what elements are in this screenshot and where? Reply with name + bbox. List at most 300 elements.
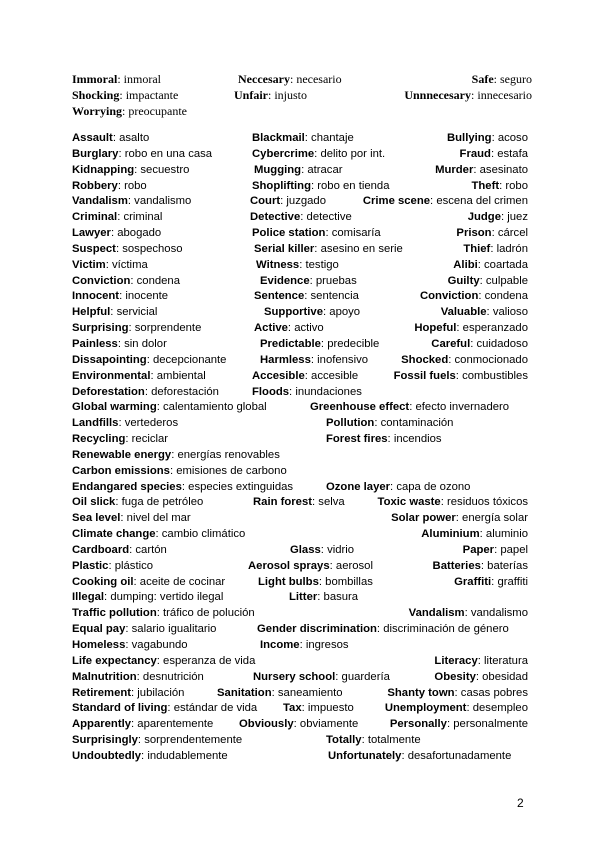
entry-separator: :	[125, 623, 132, 636]
vocab-row	[72, 226, 528, 242]
vocab-entry	[72, 163, 189, 179]
vocab-entry	[257, 622, 509, 638]
vocab-row	[72, 242, 528, 258]
vocab-entry	[441, 305, 528, 321]
entry-separator: :	[464, 607, 471, 620]
entry-term: Landfills	[72, 417, 119, 430]
vocab-row	[72, 274, 528, 290]
vocab-entry	[72, 686, 184, 702]
entry-separator: :	[446, 718, 454, 731]
entry-separator: :	[289, 385, 296, 398]
vocab-entry	[447, 131, 528, 147]
entry-term: Surprisingly	[72, 734, 138, 747]
entry-separator: :	[478, 290, 485, 303]
entry-separator: :	[299, 258, 306, 271]
entry-translation: vandalismo	[470, 607, 528, 620]
entry-translation: dumping: vertido ilegal	[110, 591, 224, 604]
vocab-entry	[72, 321, 201, 337]
entry-separator: :	[317, 591, 324, 604]
entry-translation: cuidadoso	[476, 337, 528, 350]
entry-separator: :	[280, 195, 287, 208]
vocab-row	[72, 559, 528, 575]
entry-term: Kidnapping	[72, 163, 135, 176]
vocab-entry	[252, 179, 390, 195]
entry-separator: :	[287, 322, 295, 335]
entry-translation: necesario	[296, 72, 342, 86]
entry-separator: :	[323, 306, 330, 319]
entry-translation: comisaría	[331, 227, 381, 240]
entry-separator: :	[304, 132, 312, 144]
entry-translation: combustibles	[462, 369, 528, 382]
entry-separator: :	[117, 179, 125, 192]
entry-translation: innecesario	[477, 88, 532, 102]
entry-translation: testigo	[305, 258, 339, 271]
entry-translation: vertederos	[124, 417, 179, 430]
vocab-entry	[421, 527, 528, 543]
entry-separator: :	[480, 559, 488, 572]
entry-term: Suspect	[72, 242, 116, 255]
vocab-entry	[258, 575, 373, 591]
adjectives-section	[72, 71, 532, 119]
entry-separator: :	[150, 369, 157, 382]
entry-separator: :	[401, 749, 408, 762]
entry-translation: inmoral	[123, 72, 161, 86]
entry-term: Toxic waste	[377, 496, 441, 509]
vocab-entry	[72, 258, 148, 274]
vocab-row	[72, 733, 528, 749]
entry-term: Shanty town	[387, 686, 455, 699]
entry-translation: ambiental	[156, 369, 206, 382]
entry-term: Supportive	[264, 306, 323, 319]
entry-separator: :	[129, 543, 136, 556]
entry-separator: :	[119, 290, 126, 303]
vocab-entry	[72, 654, 255, 670]
entry-translation: estándar de vida	[173, 702, 258, 715]
vocab-entry	[363, 194, 528, 210]
entry-term: Criminal	[72, 211, 118, 224]
vocab-row	[72, 210, 528, 226]
entry-translation: aerosol	[335, 559, 373, 572]
entry-translation: indudablemente	[147, 749, 228, 762]
vocab-entry	[72, 622, 216, 638]
vocab-row	[72, 131, 528, 147]
entry-translation: asesino en serie	[320, 242, 403, 255]
vocab-entry	[72, 638, 188, 654]
entry-term: Personally	[389, 718, 447, 731]
entry-term: Careful	[431, 337, 471, 350]
vocab-entry	[391, 511, 528, 527]
entry-separator: :	[491, 132, 498, 144]
vocab-entry	[72, 733, 242, 749]
entry-separator: :	[471, 88, 478, 102]
vocab-entry	[250, 210, 352, 226]
vocab-entry	[404, 87, 532, 103]
entry-term: Apparently	[72, 718, 132, 731]
entry-translation: especies extinguidas	[188, 480, 294, 493]
entry-translation: bombillas	[325, 575, 373, 588]
entry-translation: chantaje	[311, 132, 354, 144]
vocab-entry	[252, 131, 354, 147]
vocab-entry	[254, 321, 324, 337]
vocab-entry	[72, 210, 162, 226]
entry-translation: condena	[136, 274, 181, 287]
entry-term: Unnnecesary	[404, 88, 472, 102]
entry-term: Plastic	[72, 559, 109, 572]
entry-separator: :	[301, 702, 308, 715]
entry-translation: saneamiento	[277, 686, 343, 699]
entry-translation: capa de ozono	[396, 480, 471, 493]
entry-term: Retirement	[72, 686, 132, 699]
entry-term: Literacy	[434, 654, 478, 667]
vocab-entry	[326, 733, 421, 749]
entry-separator: :	[134, 163, 141, 176]
entry-separator: :	[325, 227, 332, 240]
vocab-row	[72, 258, 528, 274]
entry-separator: :	[477, 654, 485, 667]
vocab-row	[72, 717, 528, 733]
vocab-entry	[385, 701, 528, 717]
vocab-entry	[289, 590, 358, 606]
vocab-entry	[72, 179, 147, 195]
entry-separator: :	[475, 670, 483, 683]
vocab-entry	[253, 495, 345, 511]
entry-translation: desafortunadamente	[407, 749, 512, 762]
entry-translation: calentamiento global	[163, 401, 267, 414]
entry-term: Lawyer	[72, 227, 111, 240]
entry-separator: :	[490, 242, 497, 255]
entry-separator: :	[314, 147, 321, 160]
vocab-entry	[72, 103, 187, 119]
adjective-row	[72, 103, 532, 119]
entry-translation: accesible	[311, 369, 359, 382]
vocab-row	[72, 305, 528, 321]
entry-separator: :	[104, 591, 111, 604]
entry-translation: preocupante	[128, 104, 187, 118]
vocab-entry	[72, 527, 245, 543]
vocab-entry	[253, 670, 390, 686]
entry-term: Witness	[256, 258, 300, 271]
entry-translation: delito por int.	[320, 147, 386, 160]
entry-term: Batteries	[432, 559, 481, 572]
entry-term: Obviously	[239, 718, 294, 731]
entry-term: Forest fires	[326, 433, 388, 446]
vocab-entry	[414, 321, 528, 337]
vocab-entry	[72, 385, 219, 401]
entry-term: Global warming	[72, 401, 157, 414]
entry-separator: :	[300, 211, 307, 224]
entry-translation: reciclar	[131, 433, 169, 446]
entry-separator: :	[117, 211, 124, 224]
entry-term: Judge	[467, 211, 501, 224]
entry-term: Accesible	[252, 369, 305, 382]
entry-translation: deforestación	[151, 385, 219, 398]
entry-term: Shocked	[401, 353, 449, 366]
entry-term: Unemployment	[384, 702, 467, 715]
vocab-entry	[434, 670, 528, 686]
entry-translation: cambio climático	[161, 528, 246, 541]
vocab-entry	[217, 686, 343, 702]
vocab-entry	[378, 495, 528, 511]
entry-term: Cardboard	[72, 543, 130, 556]
vocab-entry	[468, 210, 528, 226]
entry-term: Unfortunately	[328, 749, 402, 762]
entry-separator: :	[131, 686, 138, 699]
vocab-entry	[72, 416, 178, 432]
entry-translation: tráfico de polución	[163, 607, 255, 620]
entry-separator: :	[156, 654, 164, 667]
entry-separator: :	[120, 512, 127, 525]
entry-term: Surprising	[72, 322, 129, 335]
entry-term: Environmental	[72, 369, 151, 382]
entry-term: Life expectancy	[72, 654, 157, 667]
entry-translation: robo en una casa	[124, 147, 213, 160]
entry-translation: atracar	[307, 163, 343, 176]
entry-separator: :	[167, 702, 174, 715]
vocab-entry	[252, 147, 385, 163]
entry-translation: incendios	[393, 433, 442, 446]
entry-term: Cybercrime	[252, 147, 315, 160]
entry-translation: salario igualitario	[131, 623, 217, 636]
entry-term: Vandalism	[72, 195, 128, 208]
vocab-entry	[72, 495, 203, 511]
vocab-row	[72, 480, 528, 496]
entry-term: Floods	[252, 385, 290, 398]
entry-separator: :	[171, 448, 178, 461]
entry-separator: :	[493, 72, 500, 86]
vocab-row	[72, 464, 528, 480]
vocab-entry	[326, 480, 470, 496]
vocab-entry	[72, 400, 267, 416]
vocab-entry	[72, 448, 280, 464]
entry-separator: :	[128, 322, 135, 335]
entry-separator: :	[390, 480, 397, 493]
vocab-entry	[260, 353, 368, 369]
entry-term: Nursery school	[253, 670, 336, 683]
entry-term: Sentence	[254, 290, 305, 303]
entry-separator: :	[289, 72, 297, 86]
vocab-entry	[72, 87, 178, 103]
entry-separator: :	[466, 702, 473, 715]
entry-translation: robo	[124, 179, 147, 192]
vocab-entry	[72, 305, 157, 321]
entry-separator: :	[440, 496, 447, 509]
entry-translation: desempleo	[472, 702, 528, 715]
entry-translation: culpable	[485, 274, 528, 287]
vocab-row	[72, 416, 528, 432]
entry-term: Safe	[471, 72, 494, 86]
entry-separator: :	[486, 306, 493, 319]
entry-separator: :	[136, 670, 143, 683]
entry-translation: conmocionado	[454, 353, 528, 366]
entry-translation: asesinato	[479, 163, 528, 176]
entry-separator: :	[144, 385, 152, 398]
entry-translation: inocente	[125, 290, 169, 303]
entry-term: Equal pay	[72, 623, 126, 636]
entry-term: Shoplifting	[252, 179, 311, 192]
entry-term: Litter	[289, 591, 318, 604]
vocab-entry	[72, 590, 223, 606]
entry-separator: :	[430, 195, 437, 208]
vocab-entry	[72, 559, 153, 575]
entry-term: Cooking oil	[72, 575, 134, 588]
entry-separator: :	[479, 528, 486, 541]
vocab-entry	[326, 416, 453, 432]
entry-separator: :	[312, 496, 319, 509]
entry-translation: residuos tóxicos	[447, 496, 528, 509]
entry-translation: basura	[323, 591, 359, 604]
entry-translation: sorprendente	[134, 322, 202, 335]
entry-separator: :	[118, 417, 125, 430]
entry-separator: :	[470, 337, 477, 350]
vocab-entry	[387, 686, 528, 702]
vocab-entry	[72, 432, 168, 448]
entry-translation: asalto	[119, 132, 150, 144]
vocab-entry	[252, 226, 381, 242]
vocab-entry	[72, 717, 213, 733]
vocab-entry	[252, 385, 362, 401]
entry-term: Active	[254, 322, 288, 335]
entry-translation: servicial	[116, 306, 158, 319]
entry-term: Helpful	[72, 306, 111, 319]
vocab-entry	[239, 717, 358, 733]
vocabulary-list	[72, 131, 528, 765]
vocab-row	[72, 686, 528, 702]
entry-term: Assault	[72, 132, 113, 144]
entry-separator: :	[479, 274, 486, 287]
entry-separator: :	[304, 290, 311, 303]
entry-separator: :	[112, 132, 120, 144]
vocab-row	[72, 590, 528, 606]
entry-separator: :	[448, 353, 455, 366]
entry-translation: efecto invernadero	[415, 401, 510, 414]
entry-term: Homeless	[72, 639, 126, 651]
vocab-row	[72, 289, 528, 305]
entry-term: Obesity	[434, 670, 476, 683]
entry-translation: predecible	[327, 337, 380, 350]
adjective-row	[72, 71, 532, 87]
entry-separator: :	[181, 480, 189, 493]
entry-term: Harmless	[260, 353, 311, 366]
entry-translation: obviamente	[299, 718, 359, 731]
vocab-entry	[72, 242, 183, 258]
entry-term: Fraud	[459, 147, 491, 160]
entry-separator: :	[500, 211, 508, 224]
entry-separator: :	[310, 353, 318, 366]
vocab-entry	[260, 638, 349, 654]
entry-translation: emisiones de carbono	[176, 464, 287, 477]
vocab-entry	[72, 289, 168, 305]
vocab-row	[72, 622, 528, 638]
vocab-entry	[290, 543, 354, 559]
entry-separator: :	[110, 227, 118, 240]
entry-separator: :	[477, 258, 485, 271]
entry-separator: :	[117, 72, 124, 86]
entry-term: Crime scene	[362, 195, 431, 208]
entry-term: Alibi	[453, 258, 478, 271]
entry-translation: jubilación	[137, 686, 185, 699]
entry-term: Conviction	[72, 274, 131, 287]
vocab-entry	[420, 289, 528, 305]
vocab-row	[72, 194, 528, 210]
entry-separator: :	[169, 464, 177, 477]
entry-term: Rain forest	[253, 496, 313, 509]
vocab-entry	[260, 337, 379, 353]
entry-translation: discriminación de género	[383, 623, 509, 636]
entry-separator: :	[271, 686, 278, 699]
vocab-entry	[238, 71, 342, 87]
entry-translation: víctima	[111, 258, 148, 271]
entry-translation: pruebas	[315, 274, 357, 287]
entry-translation: secuestro	[140, 163, 190, 176]
entry-term: Theft	[471, 179, 500, 192]
vocab-entry	[448, 274, 528, 290]
entry-term: Malnutrition	[72, 670, 137, 683]
entry-term: Income	[260, 639, 300, 651]
entry-term: Police station	[252, 227, 326, 240]
entry-translation: casas pobres	[460, 686, 528, 699]
entry-term: Hopeful	[414, 322, 457, 335]
entry-separator: :	[320, 543, 328, 556]
entry-term: Blackmail	[252, 132, 305, 144]
entry-separator: :	[156, 607, 164, 620]
vocab-entry	[401, 353, 528, 369]
entry-separator: :	[299, 639, 306, 651]
entry-term: Shocking	[72, 88, 120, 102]
vocab-entry	[72, 511, 191, 527]
entry-term: Murder	[435, 163, 474, 176]
vocab-entry	[456, 226, 528, 242]
vocab-row	[72, 670, 528, 686]
vocab-row	[72, 543, 528, 559]
entry-term: Greenhouse effect	[310, 401, 410, 414]
entry-term: Solar power	[391, 512, 456, 525]
entry-term: Sea level	[72, 512, 121, 525]
entry-translation: impuesto	[307, 702, 354, 715]
vocab-row	[72, 701, 528, 717]
entry-translation: robo	[505, 179, 528, 192]
adjective-row	[72, 87, 532, 103]
entry-translation: desnutrición	[142, 670, 204, 683]
entry-separator: :	[130, 274, 137, 287]
entry-translation: sorprendentemente	[144, 734, 243, 747]
entry-term: Gender discrimination	[257, 623, 377, 636]
vocab-entry	[394, 369, 528, 385]
entry-term: Undoubtedly	[72, 749, 142, 762]
entry-term: Robbery	[72, 179, 118, 192]
entry-term: Guilty	[447, 274, 480, 287]
vocab-entry	[434, 654, 528, 670]
entry-term: Vandalism	[408, 607, 465, 620]
entry-translation: sentencia	[310, 290, 359, 303]
entry-separator: :	[387, 433, 394, 446]
entry-term: Paper	[462, 543, 495, 556]
vocab-entry	[72, 749, 228, 765]
vocab-entry	[72, 701, 257, 717]
vocab-entry	[72, 670, 204, 686]
vocab-entry	[256, 258, 339, 274]
entry-translation: cartón	[135, 543, 167, 556]
vocab-row	[72, 495, 528, 511]
entry-translation: vandalismo	[134, 195, 192, 208]
vocab-row	[72, 749, 528, 765]
entry-term: Valuable	[440, 306, 487, 319]
entry-translation: vidrio	[327, 543, 355, 556]
vocab-entry	[72, 606, 255, 622]
entry-translation: aceite de cocinar	[139, 575, 226, 588]
vocab-entry	[72, 369, 206, 385]
vocab-entry	[283, 701, 354, 717]
entry-translation: contaminación	[380, 417, 454, 430]
